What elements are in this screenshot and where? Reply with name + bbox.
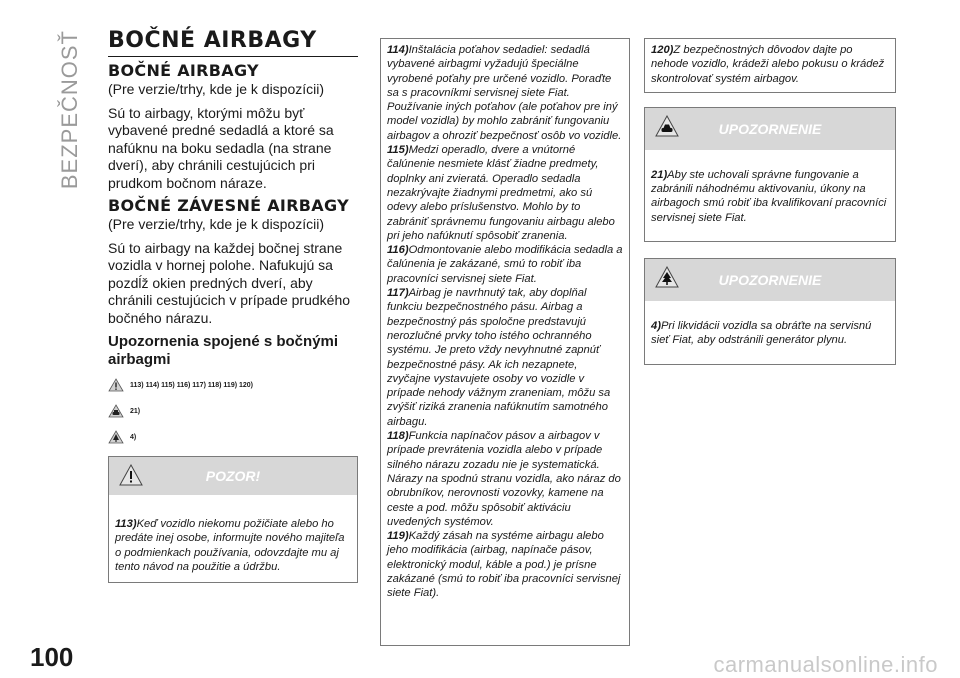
column-right <box>644 38 896 365</box>
ref-line-notice <box>108 403 358 419</box>
notice-box-title: UPOZORNENIE <box>718 272 822 289</box>
warning-box-body <box>109 495 357 582</box>
page-title: BOČNÉ AIRBAGY <box>108 28 358 57</box>
availability-note-1: (Pre verzie/trhy, kde je k dispozícii) <box>108 81 325 97</box>
side-airbags-text: Sú to airbagy, ktorými môžu byť vybavené predné sedadlá a ktoré sa nafúknu na boku sedadla (na strane dverí), aby chránili cestujúcich pri prudkom bočnom náraze. <box>108 104 334 191</box>
ref-line-warnings <box>108 377 358 393</box>
ref-list-warnings: 113) 114) 115) 116) 117) 118) 119) 120) <box>130 381 253 389</box>
tree-icon <box>655 266 679 288</box>
column-left <box>108 28 358 455</box>
notice-box-header <box>645 259 895 301</box>
page-number: 100 <box>30 642 74 672</box>
note-number: 114) <box>387 44 409 56</box>
notice-box-environment <box>644 258 896 365</box>
car-icon <box>108 404 124 418</box>
note-box-body <box>645 39 895 92</box>
note-text: Funkcia napínačov pásov a airbagov v prípade prevrátenia vozidla alebo v prípade silného nárazu zozadu nie je systematická. Nárazy na spodnú stranu vozidla, ako náraz do obrubníkov, nerovnosti vozovky, kamene na ceste a pod. môžu spôsobiť aktiváciu uvedených systémov. <box>387 430 621 528</box>
note-text: Z bezpečnostných dôvodov dajte po nehode vozidlo, krádeži alebo pokusu o krádež skontrolovať systém airbagov. <box>651 44 885 85</box>
warning-triangle-icon <box>119 464 143 486</box>
section-heading-curtain-airbags: BOČNÉ ZÁVESNÉ AIRBAGY <box>108 196 349 215</box>
note-number: 120) <box>651 44 674 56</box>
note-text: Každý zásah na systéme airbagu alebo jeho modifikácia (airbag, napínače pásov, elektronický modul, káble a pod.) je prísne zakázané (smú to robiť iba pracovníci servisnej siete Fiat). <box>387 530 621 600</box>
section-heading-side-airbags: BOČNÉ AIRBAGY <box>108 61 259 80</box>
note-item <box>387 143 623 243</box>
column-middle-notes <box>380 38 630 646</box>
note-number: 119) <box>387 530 409 543</box>
note-number: 4) <box>651 320 661 333</box>
note-text: Aby ste uchovali správne fungovanie a zabránili náhodnému aktivovaniu, úkony na airbagoch smú robiť iba kvalifikovaní pracovníci servisnej siete Fiat. <box>651 168 887 224</box>
warning-triangle-icon <box>108 378 124 392</box>
section-tab <box>50 30 90 190</box>
note-item <box>387 529 623 600</box>
section-tab-label: BEZPEČNOSŤ <box>57 30 82 190</box>
ref-list-notice: 21) <box>130 407 141 415</box>
notes-list <box>381 39 629 605</box>
note-number: 118) <box>387 430 409 443</box>
note-text: Medzi operadlo, dvere a vnútorné čalúnenie nesmiete klásť žiadne predmety, doplnky ani zvieratá. Operadlo sedadla nezakrývajte žiadnymi predmetmi, ako sú odevy alebo príslušenstvo. Mohlo by to zabrániť správnemu fungovaniu airbagu alebo pri jeho nafúknutí spôsobiť zranenia. <box>387 144 615 242</box>
notice-box-title: UPOZORNENIE <box>718 120 822 137</box>
tree-icon <box>108 430 124 444</box>
note-item <box>387 43 623 143</box>
note-number: 113) <box>115 518 137 530</box>
note-text: Airbag je navrhnutý tak, aby doplňal funkciu bezpečnostného pásu. Airbag a bezpečnostný pás spoločne predstavujú nerozlučné prvky toho istého ochranného systému. Je preto vždy nevyhnutné zapnúť bezpečnostné pásy. Ak ich nezapnete, zvyčajne vystavujete osoby vo vozidle v prípade nehody vážnym zraneniam, môžu sa zvýšiť riziká zranenia nafúknutím samotného airbagu. <box>387 287 611 428</box>
curtain-airbags-text: Sú to airbagy na každej bočnej strane vozidla v hornej polohe. Nafukujú sa pozdĺž okien predných dverí, aby chránili cestujúcich v prípade prudkého bočného nárazu. <box>108 239 351 326</box>
ref-line-environment <box>108 429 358 445</box>
watermark: carmanualsonline.info <box>713 652 938 677</box>
note-text: Keď vozidlo niekomu požičiate alebo ho predáte inej osobe, informujte nového majiteľa o podmienkach používania, odovzdajte mu aj tento návod na použitie a údržbu. <box>115 518 345 573</box>
note-item <box>387 286 623 429</box>
warning-box-pozor <box>108 456 358 583</box>
warnings-heading: Upozornenia spojené s bočnými airbagmi <box>108 333 339 368</box>
availability-note-2: (Pre verzie/trhy, kde je k dispozícii) <box>108 216 325 232</box>
warning-box-header <box>109 457 357 495</box>
notice-box-header <box>645 108 895 150</box>
note-number: 116) <box>387 244 409 257</box>
note-text: Odmontovanie alebo modifikácia sedadla a čalúnenia je zakázané, smú to robiť iba pracovníci servisnej siete Fiat. <box>387 244 623 285</box>
car-icon <box>655 115 679 137</box>
note-number: 21) <box>651 168 668 181</box>
notice-box-body <box>645 150 895 241</box>
note-number: 117) <box>387 287 409 300</box>
notice-box-body <box>645 301 895 364</box>
notice-box-car <box>644 107 896 242</box>
note-box-120 <box>644 38 896 93</box>
note-item <box>387 429 623 529</box>
note-text: Pri likvidácii vozidla sa obráťte na servisnú sieť Fiat, aby odstránili generátor plynu. <box>651 320 872 347</box>
ref-list-environment: 4) <box>130 433 137 441</box>
warning-box-title: POZOR! <box>205 468 261 484</box>
note-item <box>387 243 623 286</box>
note-text: Inštalácia poťahov sedadiel: sedadlá vybavené airbagmi vyžadujú špeciálne vyrobené poťahy pre určené vozidlo. Poraďte sa s pracovníkmi servisnej siete Fiat. Používanie iných poťahov (ale poťahov pre iný model vozidla) by mohlo zabrániť fungovaniu airbagov a ohroziť bezpečnosť osôb vo vozidle. <box>387 44 622 142</box>
note-number: 115) <box>387 144 409 157</box>
